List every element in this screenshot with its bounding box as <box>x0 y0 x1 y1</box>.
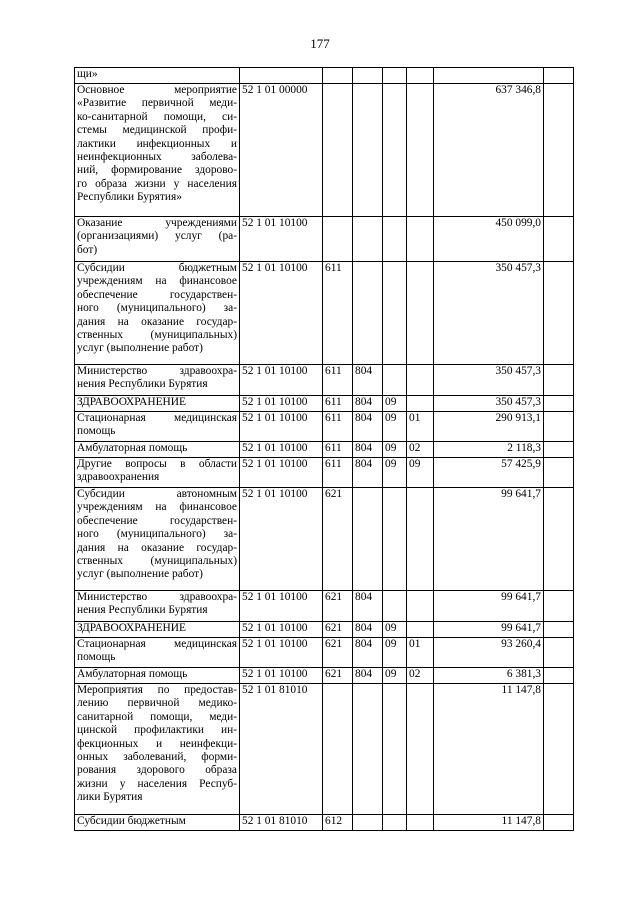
item-name-line: неинфекционных заболева- <box>77 151 237 164</box>
item-name-line: ний, формирование здорово- <box>77 164 237 177</box>
empty-cell <box>544 68 574 84</box>
item-name-line: Амбулаторная помощь <box>77 442 188 454</box>
item-name-cell <box>75 412 240 442</box>
subsection-cell <box>407 815 434 831</box>
ministry-code-cell <box>353 488 383 591</box>
empty-cell <box>544 84 574 217</box>
amount-cell: 350 457,3 <box>434 262 544 365</box>
subsection-cell: 02 <box>407 442 434 458</box>
ministry-code-cell <box>353 217 383 262</box>
subsection-cell <box>407 217 434 262</box>
target-article-cell: 52 1 01 81010 <box>240 815 323 831</box>
item-name-line: Субсидии бюджетным <box>77 815 186 827</box>
item-name-line: Мероприятия по предостав- <box>77 684 237 696</box>
amount-cell <box>434 68 544 84</box>
section-cell <box>383 815 407 831</box>
ministry-code-cell <box>353 684 383 815</box>
item-name-line: онных заболеваний, форми- <box>77 751 237 764</box>
item-name-line: дания на оказание государ- <box>77 315 237 328</box>
item-name-line: стемы медицинской профи- <box>77 124 237 137</box>
subsection-cell <box>407 396 434 412</box>
item-name-cell <box>75 84 240 217</box>
item-name-line: лению первичной медико- <box>77 697 237 710</box>
section-cell <box>383 68 407 84</box>
empty-cell <box>544 488 574 591</box>
subsection-cell <box>407 684 434 815</box>
empty-cell <box>544 412 574 442</box>
table-row <box>75 684 574 815</box>
amount-cell: 637 346,8 <box>434 84 544 217</box>
item-name-line: лактики инфекционных и <box>77 137 237 150</box>
ministry-code-cell <box>353 84 383 217</box>
section-cell <box>383 217 407 262</box>
amount-cell: 350 457,3 <box>434 396 544 412</box>
ministry-code-cell <box>353 262 383 365</box>
amount-cell: 99 641,7 <box>434 622 544 638</box>
item-name-line: Основное мероприятие <box>77 84 237 96</box>
empty-cell <box>544 442 574 458</box>
item-name-line: бот) <box>77 243 98 256</box>
empty-cell <box>544 365 574 396</box>
subsection-cell <box>407 262 434 365</box>
subsection-cell <box>407 622 434 638</box>
expense-type-cell <box>323 68 353 84</box>
amount-cell: 11 147,8 <box>434 684 544 815</box>
table-row <box>75 591 574 622</box>
section-cell <box>383 365 407 396</box>
ministry-code-cell: 804 <box>353 365 383 396</box>
ministry-code-cell <box>353 68 383 84</box>
budget-table <box>74 67 574 831</box>
empty-cell <box>544 668 574 684</box>
target-article-cell: 52 1 01 10100 <box>240 638 323 668</box>
item-name-line: ко-санитарной помощи, си- <box>77 110 237 123</box>
target-article-cell <box>240 68 323 84</box>
item-name-line: ственных (муниципальных) <box>77 555 237 568</box>
target-article-cell: 52 1 01 00000 <box>240 84 323 217</box>
amount-cell: 6 381,3 <box>434 668 544 684</box>
ministry-code-cell: 804 <box>353 412 383 442</box>
ministry-code-cell: 804 <box>353 396 383 412</box>
item-name-line: помощь <box>77 425 116 438</box>
item-name-cell <box>75 684 240 815</box>
ministry-code-cell: 804 <box>353 668 383 684</box>
item-name-line: Министерство здравоохра- <box>77 591 237 603</box>
subsection-cell: 09 <box>407 458 434 488</box>
ministry-code-cell <box>353 815 383 831</box>
amount-cell: 57 425,9 <box>434 458 544 488</box>
section-cell <box>383 591 407 622</box>
item-name-line: санитарной помощи, меди- <box>77 710 237 723</box>
item-name-line: Стационарная медицинская <box>77 638 237 650</box>
target-article-cell: 52 1 01 10100 <box>240 622 323 638</box>
amount-cell: 450 099,0 <box>434 217 544 262</box>
table-row <box>75 365 574 396</box>
item-name-line: ЗДРАВООХРАНЕНИЕ <box>77 396 186 408</box>
section-cell <box>383 684 407 815</box>
item-name-line: (организациями) услуг (ра- <box>77 230 237 243</box>
item-name-cell <box>75 815 240 831</box>
empty-cell <box>544 622 574 638</box>
subsection-cell <box>407 365 434 396</box>
item-name-line: Стационарная медицинская <box>77 412 237 424</box>
item-name-line: го образа жизни у населения <box>77 177 237 190</box>
item-name-cell <box>75 668 240 684</box>
item-name-line: Субсидии бюджетным <box>77 262 237 274</box>
table-row <box>75 638 574 668</box>
empty-cell <box>544 458 574 488</box>
ministry-code-cell: 804 <box>353 591 383 622</box>
page-number: 177 <box>310 36 330 51</box>
item-name-line: лики Бурятия <box>77 791 143 804</box>
item-name-line: помощь <box>77 651 116 664</box>
expense-type-cell: 612 <box>323 815 353 831</box>
item-name-cell <box>75 365 240 396</box>
target-article-cell: 52 1 01 10100 <box>240 591 323 622</box>
section-cell: 09 <box>383 668 407 684</box>
target-article-cell: 52 1 01 10100 <box>240 442 323 458</box>
expense-type-cell: 621 <box>323 622 353 638</box>
target-article-cell: 52 1 01 10100 <box>240 668 323 684</box>
section-cell: 09 <box>383 622 407 638</box>
empty-cell <box>544 684 574 815</box>
empty-cell <box>544 262 574 365</box>
item-name-cell <box>75 622 240 638</box>
table-row <box>75 442 574 458</box>
item-name-line: услуг (выполнение работ) <box>77 568 203 581</box>
item-name-cell <box>75 638 240 668</box>
item-name-line: цинской профилактики ин- <box>77 724 237 737</box>
empty-cell <box>544 217 574 262</box>
section-cell: 09 <box>383 442 407 458</box>
item-name-line: щи» <box>77 68 98 80</box>
item-name-cell <box>75 217 240 262</box>
empty-cell <box>544 815 574 831</box>
table-row <box>75 458 574 488</box>
item-name-cell <box>75 442 240 458</box>
expense-type-cell: 611 <box>323 396 353 412</box>
target-article-cell: 52 1 01 10100 <box>240 217 323 262</box>
expense-type-cell: 611 <box>323 412 353 442</box>
item-name-line: Оказание учреждениями <box>77 217 237 229</box>
table-row <box>75 815 574 831</box>
amount-cell: 11 147,8 <box>434 815 544 831</box>
amount-cell: 350 457,3 <box>434 365 544 396</box>
subsection-cell <box>407 591 434 622</box>
expense-type-cell: 621 <box>323 488 353 591</box>
item-name-line: жизни у населения Респуб- <box>77 777 237 790</box>
target-article-cell: 52 1 01 10100 <box>240 458 323 488</box>
ministry-code-cell: 804 <box>353 442 383 458</box>
item-name-line: услуг (выполнение работ) <box>77 342 203 355</box>
expense-type-cell: 611 <box>323 365 353 396</box>
subsection-cell <box>407 84 434 217</box>
subsection-cell: 01 <box>407 638 434 668</box>
subsection-cell <box>407 68 434 84</box>
amount-cell: 99 641,7 <box>434 591 544 622</box>
item-name-line: фекционных и неинфекци- <box>77 737 237 750</box>
table-row <box>75 68 574 84</box>
expense-type-cell: 611 <box>323 442 353 458</box>
expense-type-cell: 611 <box>323 458 353 488</box>
item-name-line: нения Республики Бурятия <box>77 604 208 617</box>
table-row <box>75 622 574 638</box>
item-name-line: обеспечение государствен- <box>77 514 237 527</box>
ministry-code-cell: 804 <box>353 638 383 668</box>
item-name-line: учреждениям на финансовое <box>77 501 237 514</box>
empty-cell <box>544 396 574 412</box>
ministry-code-cell: 804 <box>353 622 383 638</box>
item-name-line: ственных (муниципальных) <box>77 329 237 342</box>
item-name-line: Субсидии автономным <box>77 488 237 500</box>
item-name-cell <box>75 591 240 622</box>
table-row <box>75 412 574 442</box>
empty-cell <box>544 591 574 622</box>
expense-type-cell: 621 <box>323 591 353 622</box>
item-name-line: Республики Бурятия» <box>77 191 182 204</box>
table-row <box>75 262 574 365</box>
table-row <box>75 488 574 591</box>
expense-type-cell <box>323 684 353 815</box>
target-article-cell: 52 1 01 10100 <box>240 488 323 591</box>
item-name-line: здравоохранения <box>77 471 160 484</box>
amount-cell: 2 118,3 <box>434 442 544 458</box>
section-cell <box>383 84 407 217</box>
table-row <box>75 668 574 684</box>
section-cell: 09 <box>383 458 407 488</box>
section-cell: 09 <box>383 638 407 668</box>
empty-cell <box>544 638 574 668</box>
table-row <box>75 217 574 262</box>
budget-table-body <box>75 68 574 831</box>
subsection-cell <box>407 488 434 591</box>
item-name-cell <box>75 68 240 84</box>
item-name-line: обеспечение государствен- <box>77 288 237 301</box>
item-name-line: нения Республики Бурятия <box>77 378 208 391</box>
item-name-line: рования здорового образа <box>77 764 237 777</box>
target-article-cell: 52 1 01 10100 <box>240 396 323 412</box>
section-cell: 09 <box>383 396 407 412</box>
item-name-cell <box>75 488 240 591</box>
item-name-line: Амбулаторная помощь <box>77 668 188 680</box>
table-row <box>75 84 574 217</box>
expense-type-cell: 621 <box>323 668 353 684</box>
ministry-code-cell: 804 <box>353 458 383 488</box>
item-name-line: «Развитие первичной меди- <box>77 97 237 110</box>
target-article-cell: 52 1 01 10100 <box>240 262 323 365</box>
subsection-cell: 01 <box>407 412 434 442</box>
item-name-cell <box>75 458 240 488</box>
item-name-line: дания на оказание государ- <box>77 541 237 554</box>
item-name-cell <box>75 262 240 365</box>
item-name-line: ного (муниципального) за- <box>77 528 237 541</box>
expense-type-cell: 621 <box>323 638 353 668</box>
item-name-line: ЗДРАВООХРАНЕНИЕ <box>77 622 186 634</box>
expense-type-cell <box>323 84 353 217</box>
table-row <box>75 396 574 412</box>
target-article-cell: 52 1 01 10100 <box>240 412 323 442</box>
expense-type-cell: 611 <box>323 262 353 365</box>
amount-cell: 290 913,1 <box>434 412 544 442</box>
item-name-cell <box>75 396 240 412</box>
item-name-line: учреждениям на финансовое <box>77 275 237 288</box>
subsection-cell: 02 <box>407 668 434 684</box>
item-name-line: Другие вопросы в области <box>77 458 237 470</box>
target-article-cell: 52 1 01 81010 <box>240 684 323 815</box>
amount-cell: 93 260,4 <box>434 638 544 668</box>
amount-cell: 99 641,7 <box>434 488 544 591</box>
item-name-line: ного (муниципального) за- <box>77 302 237 315</box>
section-cell <box>383 262 407 365</box>
section-cell: 09 <box>383 412 407 442</box>
item-name-line: Министерство здравоохра- <box>77 365 237 377</box>
expense-type-cell <box>323 217 353 262</box>
target-article-cell: 52 1 01 10100 <box>240 365 323 396</box>
section-cell <box>383 488 407 591</box>
